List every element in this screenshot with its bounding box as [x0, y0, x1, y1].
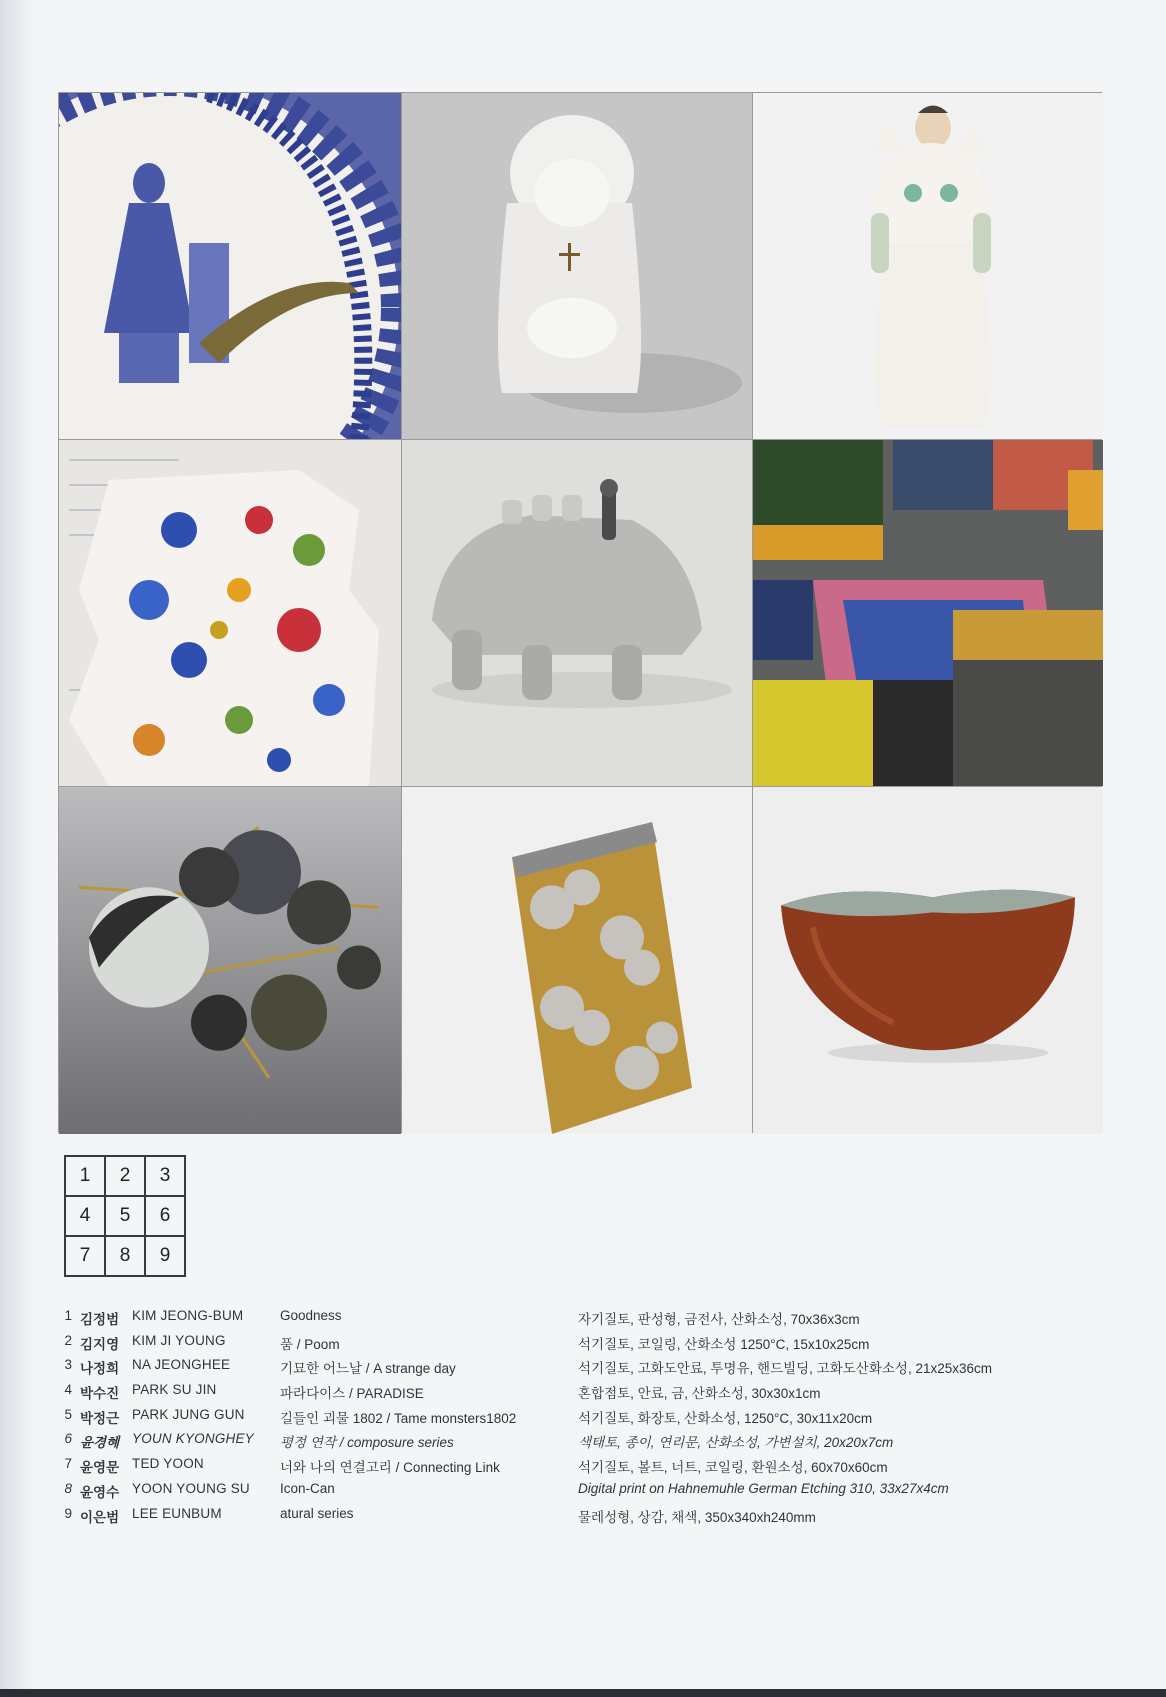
credit-number: 5 [64, 1406, 72, 1422]
artwork-title: atural series [280, 1505, 354, 1521]
artwork-title: 파라다이스 / PARADISE [280, 1386, 424, 1402]
artwork-photo-3 [753, 93, 1103, 439]
artist-name-english: LEE EUNBUM [132, 1505, 222, 1521]
credit-row [60, 1407, 1110, 1432]
artwork-title: 기묘한 어느날 / A strange day [280, 1361, 456, 1377]
index-cell: 8 [105, 1236, 145, 1276]
artwork-photo-6 [753, 440, 1103, 786]
artwork-title: 너와 나의 연결고리 / Connecting Link [280, 1460, 500, 1476]
artwork-photo-7 [59, 787, 401, 1134]
index-cell: 6 [145, 1196, 185, 1236]
artist-name-korean: 박수진 [80, 1386, 120, 1402]
artwork-material: 석기질토, 볼트, 너트, 코일링, 환원소성, 60x70x60cm [578, 1460, 888, 1476]
artwork-material: 자기질토, 판성형, 금전사, 산화소성, 70x36x3cm [578, 1312, 860, 1327]
artist-name-korean: 김정범 [80, 1312, 120, 1327]
page-bottom-band [0, 1689, 1166, 1697]
artist-name-english: PARK SU JIN [132, 1382, 217, 1398]
credit-number: 7 [64, 1456, 72, 1472]
artist-name-english: PARK JUNG GUN [132, 1406, 245, 1422]
artwork-photo-8 [402, 787, 752, 1134]
artist-name-korean: 김지영 [80, 1336, 120, 1352]
credit-row [60, 1506, 1110, 1531]
artwork-photo-9 [753, 787, 1103, 1134]
artwork-material: 색태토, 종이, 연리문, 산화소성, 가변설치, 20x20x7cm [578, 1435, 894, 1451]
artwork-material: Digital print on Hahnemuhle German Etching 310, 33x27x4cm [578, 1480, 949, 1496]
page-edge-shadow [0, 0, 34, 1697]
artwork-title: 평정 연작 / composure series [280, 1435, 454, 1451]
index-cell: 5 [105, 1196, 145, 1236]
artwork-title: 품 / Poom [280, 1336, 340, 1352]
artist-name-korean: 이은범 [80, 1509, 120, 1525]
artwork-title: Goodness [280, 1308, 342, 1323]
credit-row [60, 1481, 1110, 1506]
credit-row [60, 1431, 1110, 1456]
artist-name-english: YOUN KYONGHEY [132, 1431, 254, 1447]
credit-row [60, 1456, 1110, 1481]
credit-number: 2 [64, 1332, 72, 1348]
artist-name-english: YOON YOUNG SU [132, 1480, 250, 1496]
artwork-photo-5 [402, 440, 752, 786]
artist-name-english: NA JEONGHEE [132, 1357, 231, 1373]
artwork-photo-grid [58, 92, 1102, 1133]
credit-number: 3 [64, 1357, 72, 1373]
credit-number: 6 [64, 1431, 72, 1447]
artist-name-korean: 윤영문 [80, 1460, 120, 1476]
credit-row [60, 1357, 1110, 1382]
artist-name-korean: 윤영수 [80, 1484, 120, 1500]
artwork-credits-list [60, 1308, 1110, 1530]
artist-name-korean: 박정근 [80, 1410, 120, 1426]
artist-name-english: TED YOON [132, 1456, 204, 1472]
credit-number: 8 [64, 1480, 72, 1496]
artwork-index-grid [64, 1155, 186, 1277]
artist-name-korean: 윤경혜 [80, 1435, 120, 1451]
artist-name-english: KIM JEONG-BUM [132, 1308, 244, 1323]
index-cell: 2 [105, 1156, 145, 1196]
index-cell: 7 [65, 1236, 105, 1276]
credit-number: 4 [64, 1382, 72, 1398]
artist-name-korean: 나정희 [80, 1361, 120, 1377]
credit-row [60, 1333, 1110, 1358]
artwork-photo-2 [402, 93, 752, 439]
index-cell: 1 [65, 1156, 105, 1196]
artwork-title: Icon-Can [280, 1480, 335, 1496]
index-cell: 3 [145, 1156, 185, 1196]
artwork-photo-1 [59, 93, 401, 439]
artwork-material: 물레성형, 상감, 채색, 350x340xh240mm [578, 1509, 816, 1525]
credit-number: 9 [64, 1505, 72, 1521]
index-cell: 9 [145, 1236, 185, 1276]
artwork-material: 석기질토, 고화도안료, 투명유, 핸드빌딩, 고화도산화소성, 21x25x36cm [578, 1361, 992, 1377]
credit-number: 1 [64, 1308, 72, 1323]
credit-row [60, 1382, 1110, 1407]
index-cell: 4 [65, 1196, 105, 1236]
artwork-material: 석기질토, 화장토, 산화소성, 1250°C, 30x11x20cm [578, 1410, 873, 1426]
artwork-photo-4 [59, 440, 401, 786]
artwork-material: 혼합점토, 안료, 금, 산화소성, 30x30x1cm [578, 1386, 821, 1402]
artwork-material: 석기질토, 코일링, 산화소성 1250°C, 15x10x25cm [578, 1336, 870, 1352]
credit-row [60, 1308, 1110, 1333]
artwork-title: 길들인 괴물 1802 / Tame monsters1802 [280, 1410, 517, 1426]
artist-name-english: KIM JI YOUNG [132, 1332, 226, 1348]
